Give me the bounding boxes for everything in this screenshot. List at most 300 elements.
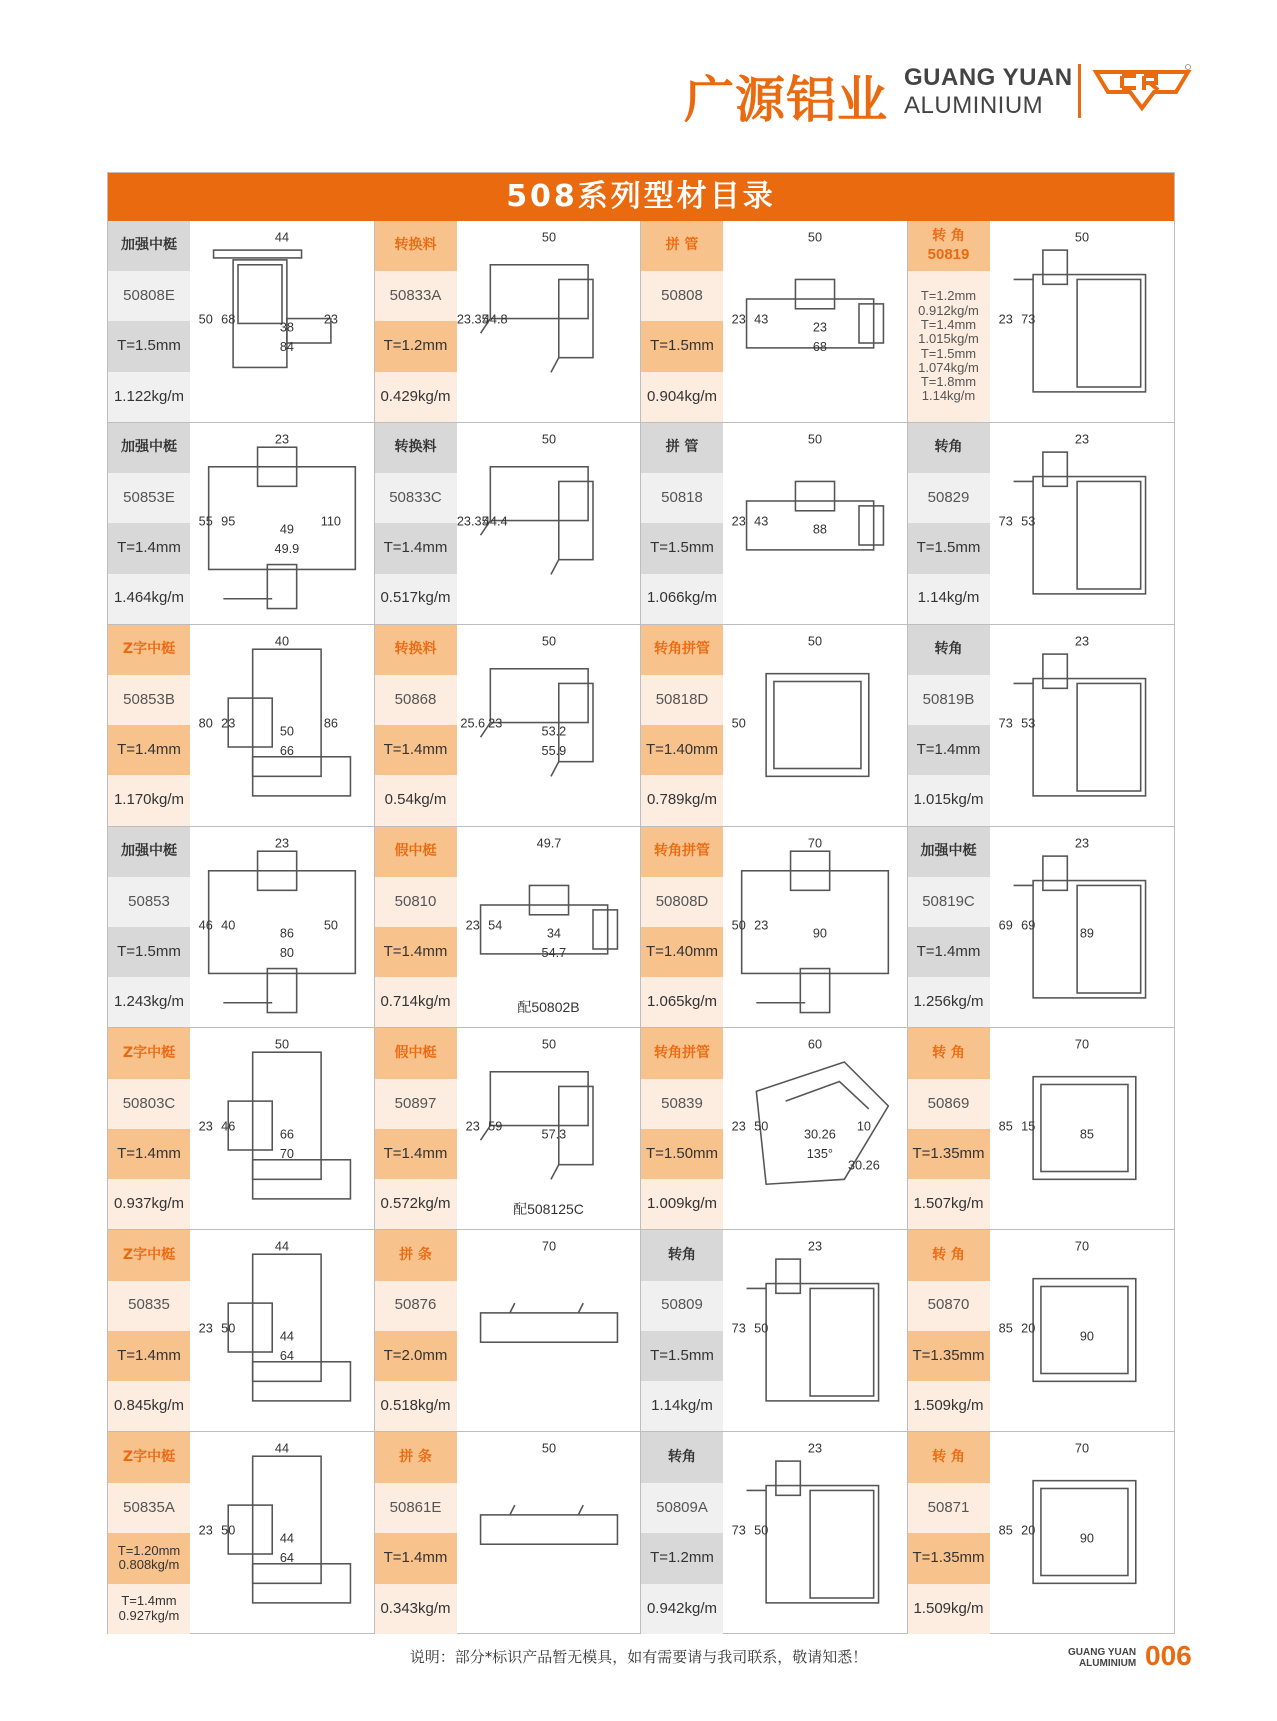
- profile-weight-line: 0.927kg/m: [118, 1607, 180, 1623]
- profile-thickness: T=1.2mm: [641, 1533, 723, 1583]
- profile-drawing: [461, 1032, 637, 1224]
- profile-code: 50853: [108, 877, 190, 927]
- dimension-label: 44: [279, 1328, 294, 1344]
- profile-weight: 1.509kg/m: [908, 1381, 990, 1431]
- profile-name: [108, 221, 190, 271]
- profile-name-text: 转角拼管: [654, 1044, 710, 1061]
- profile-drawing: [727, 831, 903, 1023]
- profile-code: 50897: [375, 1079, 457, 1129]
- dimension-label: 50: [807, 229, 823, 245]
- profile-cell: [375, 1432, 642, 1634]
- dimension-label: 30.26: [847, 1157, 880, 1173]
- dimension-label: 50: [221, 1320, 236, 1336]
- profile-cell: [108, 423, 375, 625]
- dimension-label: 85: [1079, 1126, 1094, 1142]
- profile-weight: 0.937kg/m: [108, 1179, 190, 1229]
- dimension-label: 53.2: [541, 722, 566, 738]
- brand-name-en-line2: ALUMINIUM: [904, 92, 1044, 119]
- profile-section-icon: [194, 225, 370, 417]
- profile-name-text: 转换料: [394, 237, 437, 254]
- dimension-label: 85: [998, 1118, 1013, 1134]
- profile-thickness: T=1.4mm: [108, 1129, 190, 1179]
- brand-name-cn: 广源铝业: [684, 71, 888, 129]
- profile-thickness: T=1.4mm: [375, 927, 457, 977]
- profile-cell: [641, 625, 908, 827]
- profile-info: [375, 1432, 457, 1634]
- profile-code: 50853E: [108, 473, 190, 523]
- profile-drawing: [461, 1436, 637, 1628]
- profile-info: [641, 1432, 723, 1634]
- profile-name: [375, 1230, 457, 1280]
- profile-info: [375, 221, 457, 422]
- dimension-label: 85: [998, 1522, 1013, 1538]
- dimension-label: 50: [807, 431, 823, 447]
- profile-name: [108, 1230, 190, 1280]
- profile-weight: 1.14kg/m: [908, 574, 990, 624]
- dimension-label: 95: [221, 513, 236, 529]
- profile-code: 50853B: [108, 675, 190, 725]
- profile-name-text: 拼 条: [399, 1448, 432, 1465]
- profile-cell: [641, 1230, 908, 1432]
- dimension-label: 10: [856, 1118, 871, 1134]
- dimension-label: 49: [279, 521, 294, 537]
- profile-weight: 1.009kg/m: [641, 1179, 723, 1229]
- dimension-label: 69: [998, 917, 1013, 933]
- dimension-label: 20: [1020, 1522, 1035, 1538]
- dimension-label: 50: [754, 1522, 769, 1538]
- profile-cell: [641, 827, 908, 1029]
- profile-weight: 1.464kg/m: [108, 574, 190, 624]
- profile-name-text: 加强中梃: [121, 439, 177, 456]
- profile-cell: [641, 221, 908, 423]
- dimension-label: 50: [541, 1440, 556, 1456]
- profile-drawing: [194, 831, 370, 1023]
- dimension-label: 40: [274, 633, 290, 649]
- profile-weight: 0.942kg/m: [641, 1584, 723, 1634]
- profile-cell: [375, 625, 642, 827]
- profile-thickness: T=1.35mm: [908, 1533, 990, 1583]
- profile-drawing: [994, 1436, 1170, 1628]
- dimension-label: 23: [198, 1522, 213, 1538]
- profile-drawing: [727, 1436, 903, 1628]
- profile-section-icon: [994, 1436, 1170, 1628]
- dimension-label: 23: [323, 311, 338, 327]
- dimension-label: 23: [731, 513, 746, 529]
- profile-weight: 1.170kg/m: [108, 775, 190, 825]
- profile-spec-line: 1.14kg/m: [921, 388, 976, 404]
- dimension-label: 90: [1079, 1530, 1094, 1546]
- profile-name: [908, 1230, 990, 1280]
- dimension-label: 50: [541, 633, 556, 649]
- profile-thickness: T=1.5mm: [641, 1331, 723, 1381]
- profile-name-text: 转角: [668, 1246, 696, 1263]
- profile-code: 50833A: [375, 271, 457, 321]
- footer-brand-line1: GUANG YUAN: [1068, 1647, 1137, 1658]
- profile-name-text: 转角: [934, 641, 963, 658]
- profile-weight: 1.066kg/m: [641, 574, 723, 624]
- profile-code: 50808D: [641, 877, 723, 927]
- profile-code: 50871: [908, 1483, 990, 1533]
- profile-name-text: 转角: [934, 439, 963, 456]
- profile-name-text: 转 角: [932, 1044, 965, 1061]
- profile-catalog: [107, 172, 1175, 1634]
- profile-drawing: [994, 225, 1170, 417]
- profile-thickness: T=1.40mm: [641, 927, 723, 977]
- profile-section-icon: [194, 1032, 370, 1224]
- profile-section-icon: [194, 831, 370, 1023]
- profile-weight: 0.518kg/m: [375, 1381, 457, 1431]
- profile-section-icon: [461, 629, 637, 821]
- dimension-label: 54.7: [541, 944, 566, 960]
- profile-thickness: T=1.40mm: [641, 725, 723, 775]
- profile-info: [908, 1230, 990, 1431]
- profile-info: [375, 1028, 457, 1229]
- dimension-label: 46: [198, 917, 213, 933]
- dimension-label: 23: [465, 917, 480, 933]
- profile-name-text: 拼 管: [665, 439, 699, 456]
- profile-name-text: 转角: [668, 1448, 696, 1465]
- profile-section-icon: [461, 1234, 637, 1426]
- profile-drawing: [994, 1234, 1170, 1426]
- profile-info: [375, 1230, 457, 1431]
- profile-code: 50833C: [375, 473, 457, 523]
- profile-section-icon: [461, 1436, 637, 1628]
- profile-weight: 1.256kg/m: [908, 977, 990, 1027]
- dimension-label: 80: [198, 715, 213, 731]
- profile-section-icon: [994, 629, 1170, 821]
- profile-code: 50819B: [908, 675, 990, 725]
- profile-drawing: [194, 1436, 370, 1628]
- profile-weight: 1.065kg/m: [641, 977, 723, 1027]
- profile-name: [641, 423, 723, 473]
- dimension-label: 50: [731, 917, 746, 933]
- dimension-label: 110: [320, 513, 342, 529]
- dimension-label: 50: [221, 1522, 236, 1538]
- profile-cell: [375, 1028, 642, 1230]
- dimension-label: 23: [274, 431, 290, 447]
- profile-cell: [375, 1230, 642, 1432]
- profile-name: [375, 1432, 457, 1482]
- dimension-label: 80: [279, 944, 294, 960]
- profile-name-text: 假中梃: [394, 1044, 437, 1061]
- dimension-label: 23: [1074, 633, 1089, 649]
- profile-thickness: T=1.4mm: [908, 725, 990, 775]
- dimension-label: 66: [279, 742, 294, 758]
- profile-section-icon: [994, 427, 1170, 619]
- profile-info: [375, 827, 457, 1028]
- dimension-label: 73: [998, 513, 1013, 529]
- profile-cell: [108, 1432, 375, 1634]
- dimension-label: 84: [279, 338, 294, 354]
- catalog-grid: [108, 221, 1174, 1634]
- profile-drawing: [456, 225, 637, 417]
- dimension-label: 55.9: [541, 742, 566, 758]
- dimension-label: 30.26: [803, 1126, 836, 1142]
- profile-cell: [108, 221, 375, 423]
- profile-weight: 0.517kg/m: [375, 574, 457, 624]
- profile-cell: [108, 625, 375, 827]
- profile-cell: [908, 423, 1175, 625]
- profile-info: [108, 423, 190, 624]
- brand-name-en-line1: GUANG YUAN: [904, 64, 1073, 91]
- profile-section-icon: [727, 629, 903, 821]
- dimension-label: 23: [807, 1440, 823, 1456]
- profile-section-icon: [994, 831, 1170, 1023]
- profile-thickness-line: 0.808kg/m: [118, 1557, 180, 1573]
- profile-code: 50809A: [641, 1483, 723, 1533]
- profile-name-text: 转换料: [394, 641, 437, 658]
- profile-thickness: T=1.4mm: [908, 927, 990, 977]
- dimension-label: 90: [1079, 1328, 1094, 1344]
- profile-drawing: [727, 629, 903, 821]
- dimension-label: 49.9: [274, 540, 300, 556]
- profile-thickness: T=1.4mm: [108, 725, 190, 775]
- dimension-label: 85: [998, 1320, 1013, 1336]
- profile-code: 50861E: [375, 1483, 457, 1533]
- dimension-label: 43: [754, 311, 769, 327]
- profile-name-text: 加强中梃: [121, 842, 177, 859]
- dimension-label: 23: [487, 715, 502, 731]
- dimension-label: 44.4: [482, 513, 508, 529]
- profile-weight: 0.904kg/m: [641, 372, 723, 422]
- profile-weight: 0.714kg/m: [375, 977, 457, 1027]
- profile-spec-line: T=1.8mm: [920, 374, 977, 390]
- profile-info: [908, 1028, 990, 1229]
- profile-weight: 1.243kg/m: [108, 977, 190, 1027]
- profile-spec-line: T=1.5mm: [920, 345, 977, 361]
- profile-drawing: [994, 427, 1170, 619]
- profile-thickness: T=1.2mm: [375, 321, 457, 371]
- dimension-label: 64: [279, 1549, 294, 1565]
- profile-thickness: T=1.5mm: [908, 523, 990, 573]
- profile-spec-list: [908, 271, 990, 422]
- dimension-label: 25.6: [459, 715, 485, 731]
- profile-weight: 1.509kg/m: [908, 1584, 990, 1634]
- dimension-label: 23: [754, 917, 769, 933]
- dimension-label: 50: [1074, 229, 1089, 245]
- dimension-label: 60: [807, 1036, 823, 1052]
- profile-thickness: T=1.5mm: [641, 523, 723, 573]
- dimension-label: 66: [279, 1126, 294, 1142]
- dimension-label: 70: [1074, 1238, 1089, 1254]
- profile-thickness: T=1.4mm: [108, 1331, 190, 1381]
- profile-info: [641, 625, 723, 826]
- profile-spec-line: T=1.4mm: [920, 316, 977, 332]
- profile-cell: [908, 625, 1175, 827]
- profile-info: [108, 221, 190, 422]
- profile-name-text: 转角拼管: [654, 641, 710, 658]
- profile-name: [108, 1028, 190, 1078]
- profile-name-text: Z字中梃: [122, 1448, 176, 1465]
- dimension-label: 50: [279, 722, 294, 738]
- profile-drawing: [194, 629, 370, 821]
- dimension-label: 64: [279, 1348, 294, 1364]
- dimension-label: 23: [1074, 834, 1089, 850]
- footer-brand-line2: ALUMINIUM: [1078, 1658, 1137, 1669]
- dimension-label: 40: [221, 917, 236, 933]
- dimension-label: 23: [221, 715, 236, 731]
- profile-name: [641, 625, 723, 675]
- profile-section-icon: [194, 427, 370, 619]
- dimension-label: 70: [1074, 1036, 1089, 1052]
- profile-section-icon: [456, 225, 637, 417]
- dimension-label: 44: [274, 229, 290, 245]
- profile-code: 50839: [641, 1079, 723, 1129]
- profile-section-icon: [461, 831, 637, 1023]
- dimension-label: 23: [807, 1238, 823, 1254]
- dimension-label: 43: [754, 513, 769, 529]
- profile-code: 50868: [375, 675, 457, 725]
- profile-info: [908, 423, 990, 624]
- dimension-label: 73: [1020, 311, 1035, 327]
- profile-thickness: [108, 1533, 190, 1583]
- dimension-label: 68: [812, 338, 827, 354]
- dimension-label: 50: [807, 633, 823, 649]
- profile-thickness-line: T=1.20mm: [117, 1543, 181, 1559]
- profile-name: [108, 827, 190, 877]
- profile-name-text: 转 角: [932, 1246, 965, 1263]
- profile-name-text: 转 角: [932, 1448, 965, 1465]
- dimension-label: 54: [487, 917, 502, 933]
- profile-info: [908, 1432, 990, 1634]
- dimension-label: 55: [198, 513, 213, 529]
- dimension-label: 50: [754, 1118, 769, 1134]
- profile-code: 50810: [375, 877, 457, 927]
- profile-section-icon: [727, 1234, 903, 1426]
- profile-section-icon: [994, 1032, 1170, 1224]
- profile-name-text: Z字中梃: [122, 1044, 176, 1061]
- profile-note: 配50802B: [517, 999, 580, 1016]
- profile-section-icon: [727, 1436, 903, 1628]
- dimension-label: 44: [274, 1440, 290, 1456]
- profile-thickness: T=1.5mm: [108, 321, 190, 371]
- profile-drawing: [194, 427, 370, 619]
- profile-thickness: T=1.4mm: [375, 725, 457, 775]
- profile-section-icon: [727, 427, 903, 619]
- profile-thickness: T=1.50mm: [641, 1129, 723, 1179]
- profile-name: [641, 1230, 723, 1280]
- profile-name: [375, 423, 457, 473]
- profile-name: [641, 1028, 723, 1078]
- dimension-label: 50: [754, 1320, 769, 1336]
- profile-weight: 0.789kg/m: [641, 775, 723, 825]
- profile-name-text: Z字中梃: [122, 1246, 176, 1263]
- dimension-label: 89: [1079, 924, 1094, 940]
- dimension-label: 135°: [806, 1146, 834, 1162]
- catalog-title: 508系列型材目录: [108, 173, 1174, 221]
- profile-thickness: T=2.0mm: [375, 1331, 457, 1381]
- profile-code: 50808E: [108, 271, 190, 321]
- profile-info: [375, 423, 457, 624]
- profile-drawing: [461, 831, 637, 1023]
- dimension-label: 68: [221, 311, 236, 327]
- profile-code: 50803C: [108, 1079, 190, 1129]
- profile-cell: [375, 423, 642, 625]
- profile-name-text: 转换料: [394, 439, 437, 456]
- dimension-label: 44: [279, 1530, 294, 1546]
- dimension-label: 73: [731, 1522, 746, 1538]
- dimension-label: 70: [279, 1146, 294, 1162]
- profile-drawing: [727, 427, 903, 619]
- dimension-label: 57.3: [541, 1126, 566, 1142]
- dimension-label: 70: [541, 1238, 556, 1254]
- profile-name: [908, 827, 990, 877]
- profile-cell: [908, 1230, 1175, 1432]
- dimension-label: 23: [274, 834, 290, 850]
- profile-cell: [108, 1028, 375, 1230]
- profile-info: [108, 827, 190, 1028]
- profile-drawing: [194, 1032, 370, 1224]
- profile-drawing: [994, 1032, 1170, 1224]
- dimension-label: 49.7: [536, 834, 561, 850]
- dimension-label: 23: [1074, 431, 1089, 447]
- profile-name: [108, 625, 190, 675]
- profile-name: [908, 1432, 990, 1482]
- profile-section-icon: [194, 629, 370, 821]
- profile-drawing: [994, 629, 1170, 821]
- dimension-label: 53: [1020, 513, 1035, 529]
- profile-cell: [908, 1028, 1175, 1230]
- profile-thickness: T=1.4mm: [108, 523, 190, 573]
- profile-info: [908, 221, 990, 422]
- profile-thickness: T=1.35mm: [908, 1129, 990, 1179]
- profile-cell: [375, 827, 642, 1029]
- profile-drawing: [461, 1234, 637, 1426]
- profile-spec-line: 0.912kg/m: [918, 302, 979, 318]
- dimension-label: 59: [487, 1118, 502, 1134]
- dimension-label: 53: [1020, 715, 1035, 731]
- profile-thickness: T=1.4mm: [375, 1533, 457, 1583]
- profile-info: [641, 827, 723, 1028]
- profile-drawing: [194, 1234, 370, 1426]
- dimension-label: 86: [323, 715, 338, 731]
- dimension-label: 46: [221, 1118, 236, 1134]
- brand-divider: [1078, 64, 1081, 118]
- profile-section-icon: [461, 1032, 637, 1224]
- profile-weight: 0.54kg/m: [375, 775, 457, 825]
- dimension-label: 23: [812, 319, 827, 335]
- profile-cell: [641, 1028, 908, 1230]
- profile-code: 50819: [927, 245, 970, 263]
- dimension-label: 38: [279, 319, 294, 335]
- profile-drawing: [461, 629, 637, 821]
- profile-code: 50869: [908, 1079, 990, 1129]
- profile-name: [108, 1432, 190, 1482]
- profile-section-icon: [994, 225, 1170, 417]
- profile-name: [375, 1028, 457, 1078]
- profile-name: [641, 221, 723, 271]
- profile-name-text: 转 角: [932, 228, 965, 245]
- dimension-label: 88: [812, 521, 827, 537]
- profile-name: [641, 1432, 723, 1482]
- dimension-label: 50: [541, 229, 556, 245]
- profile-cell: [641, 423, 908, 625]
- profile-code: 50809: [641, 1281, 723, 1331]
- profile-weight: 1.122kg/m: [108, 372, 190, 422]
- profile-name: [908, 423, 990, 473]
- profile-name: [375, 827, 457, 877]
- dimension-label: 73: [731, 1320, 746, 1336]
- profile-cell: [108, 1230, 375, 1432]
- dimension-label: 23: [465, 1118, 480, 1134]
- profile-name: [375, 221, 457, 271]
- profile-cell: [108, 827, 375, 1029]
- profile-name-text: 加强中梃: [121, 237, 177, 254]
- profile-code: 50829: [908, 473, 990, 523]
- profile-info: [108, 625, 190, 826]
- dimension-label: 23: [998, 311, 1013, 327]
- profile-code: 50818D: [641, 675, 723, 725]
